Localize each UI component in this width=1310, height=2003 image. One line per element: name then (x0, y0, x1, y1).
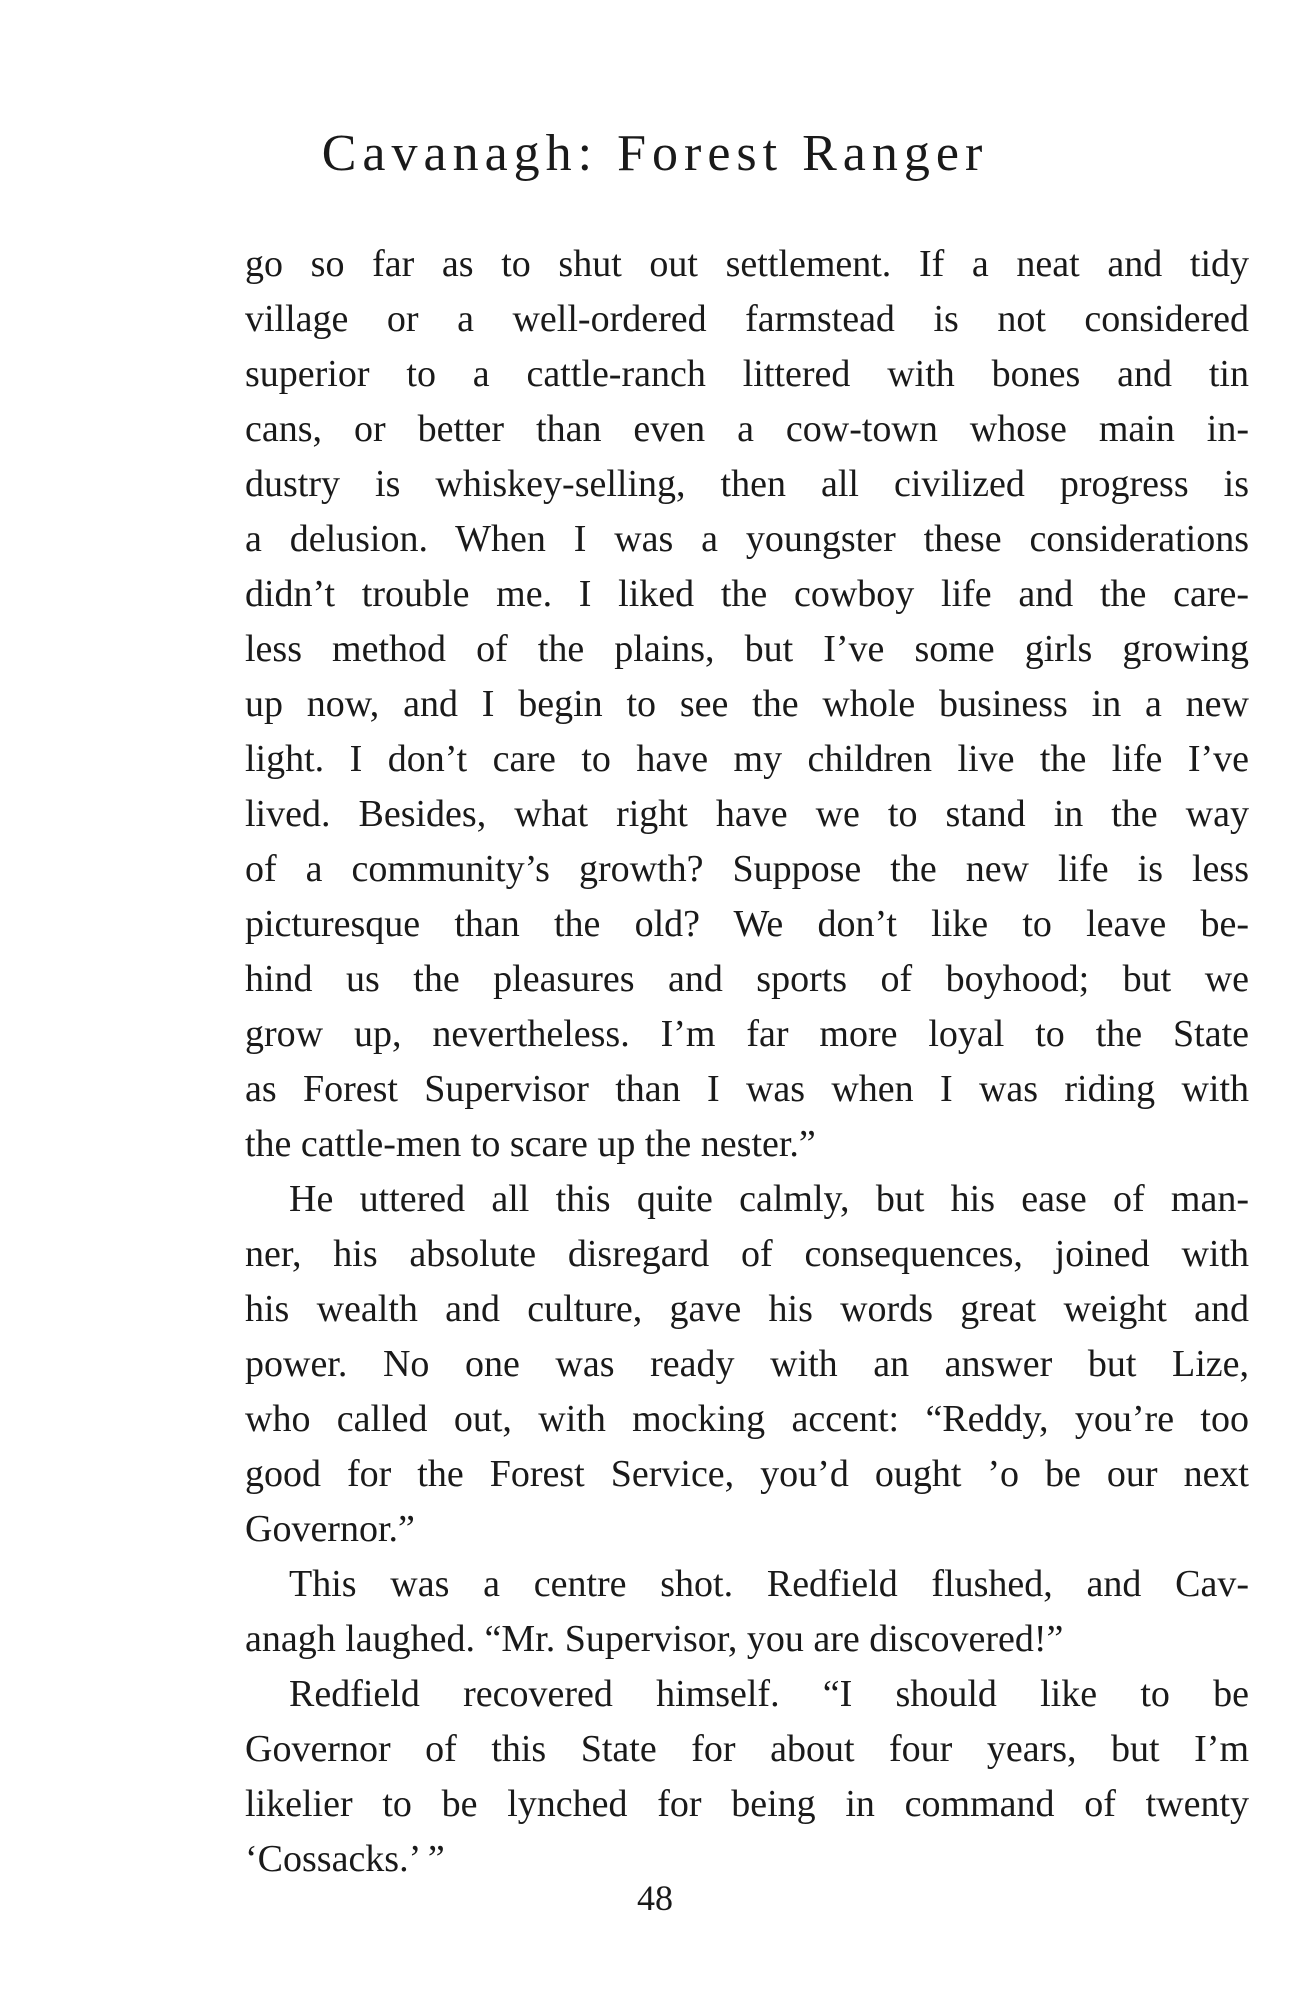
text-line: Redfield recovered himself. “I should like to be (289, 1673, 1249, 1715)
text-line: cans, or better than even a cow-town whose main in- (245, 408, 1249, 450)
text-line: superior to a cattle-ranch littered with bones and tin (245, 353, 1249, 395)
text-line: didn’t trouble me. I liked the cowboy life and the care- (245, 573, 1249, 615)
text-line: ner, his absolute disregard of consequences, joined with (245, 1233, 1249, 1275)
text-line: go so far as to shut out settlement. If a neat and tidy (245, 243, 1249, 285)
running-head-title: Cavanagh: Forest Ranger (321, 125, 989, 182)
text-line: village or a well-ordered farmstead is not considered (245, 298, 1249, 340)
text-line: He uttered all this quite calmly, but his ease of man- (289, 1178, 1249, 1220)
text-line: dustry is whiskey-selling, then all civilized progress is (245, 463, 1249, 505)
page-number: 48 (637, 1878, 673, 1918)
text-line: of a community’s growth? Suppose the new life is less (245, 848, 1249, 890)
text-line: hind us the pleasures and sports of boyhood; but we (245, 958, 1249, 1000)
text-line: anagh laughed. “Mr. Supervisor, you are discovered!” (245, 1618, 1064, 1660)
text-line: a delusion. When I was a youngster these considerations (245, 518, 1249, 560)
text-line: light. I don’t care to have my children live the life I’ve (245, 738, 1249, 780)
text-line: likelier to be lynched for being in command of twenty (245, 1783, 1249, 1825)
text-line: up now, and I begin to see the whole business in a new (245, 683, 1249, 725)
text-line: lived. Besides, what right have we to stand in the way (245, 793, 1249, 835)
text-line: grow up, nevertheless. I’m far more loyal to the State (245, 1013, 1249, 1055)
text-line: power. No one was ready with an answer but Lize, (245, 1343, 1249, 1385)
text-line: Governor of this State for about four years, but I’m (245, 1728, 1249, 1770)
text-line: Governor.” (245, 1508, 415, 1550)
text-line: less method of the plains, but I’ve some girls growing (245, 628, 1249, 670)
text-line: This was a centre shot. Redfield flushed, and Cav- (289, 1563, 1249, 1605)
text-line: who called out, with mocking accent: “Reddy, you’re too (245, 1398, 1249, 1440)
body-text (245, 237, 1249, 1887)
text-line: the cattle-men to scare up the nester.” (245, 1123, 816, 1165)
text-line: good for the Forest Service, you’d ought ’o be our next (245, 1453, 1249, 1495)
text-line: as Forest Supervisor than I was when I was riding with (245, 1068, 1249, 1110)
text-line: picturesque than the old? We don’t like to leave be- (245, 903, 1249, 945)
text-line: his wealth and culture, gave his words great weight and (245, 1288, 1249, 1330)
text-line: ‘Cossacks.’ ” (245, 1838, 445, 1880)
